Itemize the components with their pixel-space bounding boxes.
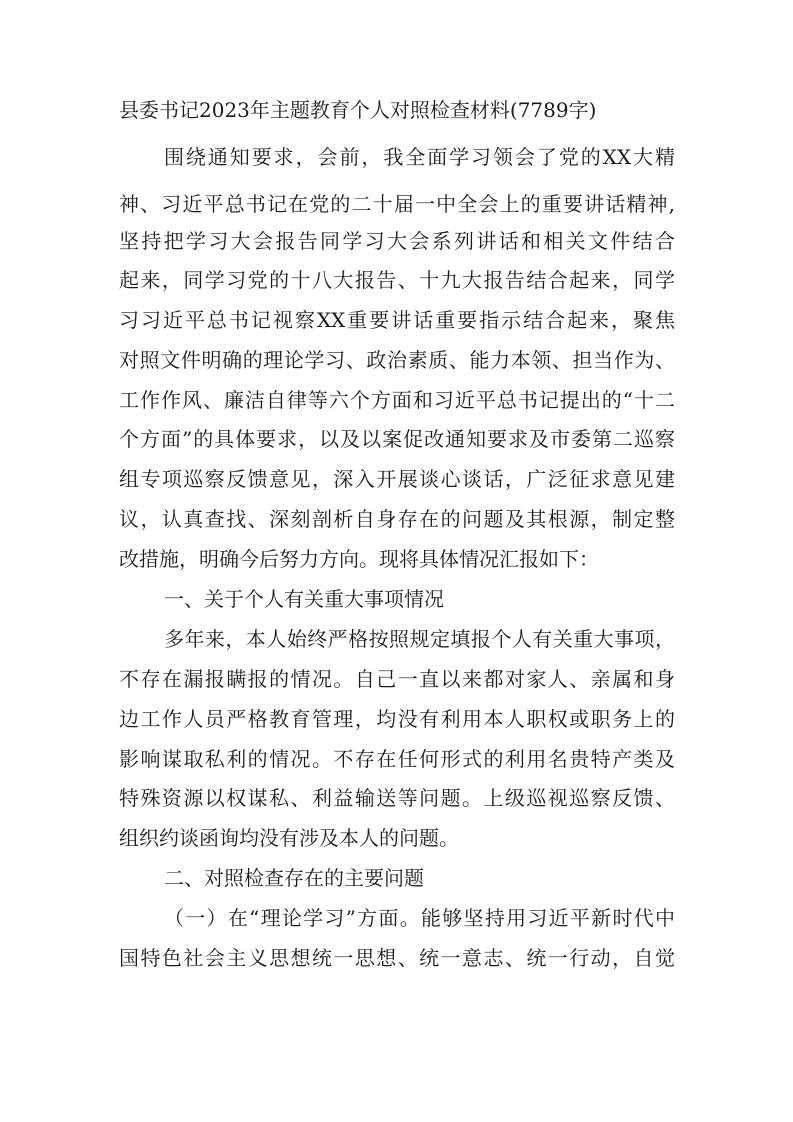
- paragraph-line: 国特色社会主义思想统一思想、统一意志、统一行动，自觉: [119, 946, 675, 970]
- paragraph-line: 议，认真查找、深刻剖析自身存在的问题及其根源，制定整: [119, 507, 675, 531]
- paragraph-line: 起来，同学习党的十八大报告、十九大报告结合起来，同学: [119, 268, 675, 292]
- paragraph-line: 工作作风、廉洁自律等六个方面和习近平总书记提出的“十二: [119, 388, 675, 412]
- paragraph-line: 围绕通知要求，会前，我全面学习领会了党的XX大精: [164, 145, 675, 169]
- paragraph-line: 组织约谈函询均没有涉及本人的问题。: [119, 826, 459, 850]
- paragraph-line: 对照文件明确的理论学习、政治素质、能力本领、担当作为、: [119, 348, 675, 372]
- section-heading: 一、关于个人有关重大事项情况: [164, 587, 444, 611]
- paragraph-line: 不存在漏报瞒报的情况。自己一直以来都对家人、亲属和身: [119, 667, 675, 691]
- paragraph-line: 组专项巡察反馈意见，深入开展谈心谈话，广泛征求意见建: [119, 467, 675, 491]
- paragraph-line: 习习近平总书记视察XX重要讲话重要指示结合起来，聚焦: [119, 308, 675, 332]
- paragraph-line: 边工作人员严格教育管理，均没有利用本人职权或职务上的: [119, 707, 675, 731]
- paragraph-line: 影响谋取私利的情况。不存在任何形式的利用名贵特产类及: [119, 747, 675, 771]
- paragraph-line: 多年来，本人始终严格按照规定填报个人有关重大事项，: [164, 627, 675, 651]
- paragraph-line: 坚持把学习大会报告同学习大会系列讲话和相关文件结合: [119, 229, 675, 253]
- paragraph-line: 个方面”的具体要求，以及以案促改通知要求及市委第二巡察: [119, 427, 675, 451]
- paragraph-line: 改措施，明确今后努力方向。现将具体情况汇报如下：: [119, 547, 599, 571]
- section-heading: 二、对照检查存在的主要问题: [164, 866, 424, 890]
- paragraph-line: 特殊资源以权谋私、利益输送等问题。上级巡视巡察反馈、: [119, 786, 675, 810]
- paragraph-line: 神、习近平总书记在党的二十届一中全会上的重要讲话精神,: [119, 192, 675, 216]
- paragraph-line: （一）在“理论学习”方面。能够坚持用习近平新时代中: [164, 906, 675, 930]
- document-title: 县委书记2023年主题教育个人对照检查材料(7789字): [119, 98, 597, 122]
